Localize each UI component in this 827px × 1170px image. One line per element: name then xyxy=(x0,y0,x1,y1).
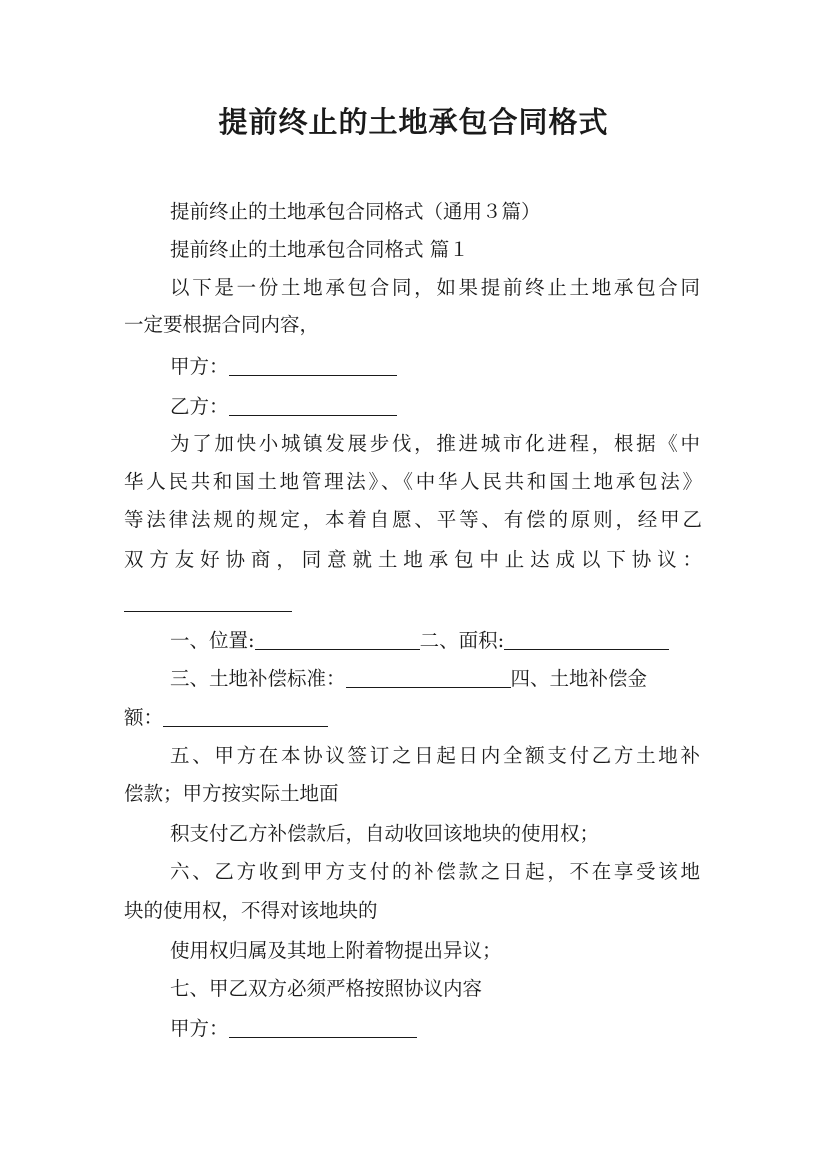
subtitle: 提前终止的土地承包合同格式（通用３篇） xyxy=(170,200,541,223)
party-a-label: 甲方： xyxy=(170,355,229,378)
blank-line xyxy=(124,588,292,618)
paragraph-line: 六、乙方收到甲方支付的补偿款之日起，不在享受该地 xyxy=(170,860,700,883)
paragraph-line: 一定要根据合同内容， xyxy=(124,313,320,336)
paragraph-line: 为了加快小城镇发展步伐，推进城市化进程，根据《中 xyxy=(170,432,700,455)
compensation-standard-label: 三、土地补偿标准： xyxy=(170,667,346,690)
section-heading: 提前终止的土地承包合同格式 篇１ xyxy=(170,238,469,261)
location-blank xyxy=(255,629,420,650)
document-title: 提前终止的土地承包合同格式 xyxy=(218,105,609,139)
party-a-sign-blank xyxy=(229,1017,417,1038)
paragraph-line: 以下是一份土地承包合同，如果提前终止土地承包合同 xyxy=(170,276,700,299)
compensation-amount-label: 四、土地补偿金 xyxy=(510,667,648,690)
location-area-line xyxy=(170,626,669,656)
paragraph-line: 双方友好协商，同意就土地承包中止达成以下协议： xyxy=(124,548,702,571)
area-blank xyxy=(504,629,669,650)
party-b-label: 乙方： xyxy=(170,395,229,418)
compensation-amount-line: 额： xyxy=(124,703,328,733)
party-b-line xyxy=(170,392,397,422)
paragraph-line: 七、甲乙双方必须严格按照协议内容 xyxy=(170,977,483,1000)
paragraph-line: 使用权归属及其地上附着物提出异议； xyxy=(170,939,502,962)
agreement-blank xyxy=(124,591,292,612)
paragraph-line: 偿款；甲方按实际土地面 xyxy=(124,782,339,805)
party-a-sign-label: 甲方： xyxy=(170,1017,229,1040)
compensation-standard-blank xyxy=(346,667,511,688)
paragraph-line: 块的使用权，不得对该地块的 xyxy=(124,899,378,922)
party-a-sign-line xyxy=(170,1014,417,1044)
paragraph-line: 五、甲方在本协议签订之日起日内全额支付乙方土地补 xyxy=(170,744,700,767)
paragraph-line: 华人民共和国土地管理法》、《中华人民共和国土地承包法》 xyxy=(124,470,702,493)
compensation-line xyxy=(170,664,647,694)
area-label: 二、面积: xyxy=(419,629,505,652)
party-a-blank xyxy=(229,355,397,376)
paragraph-line: 积支付乙方补偿款后，自动收回该地块的使用权； xyxy=(170,822,600,845)
party-b-blank xyxy=(229,395,397,416)
paragraph-line: 等法律法规的规定，本着自愿、平等、有偿的原则，经甲乙 xyxy=(124,508,702,531)
location-label: 一、位置: xyxy=(170,629,255,652)
party-a-line xyxy=(170,352,397,382)
compensation-amount-blank xyxy=(163,706,328,727)
